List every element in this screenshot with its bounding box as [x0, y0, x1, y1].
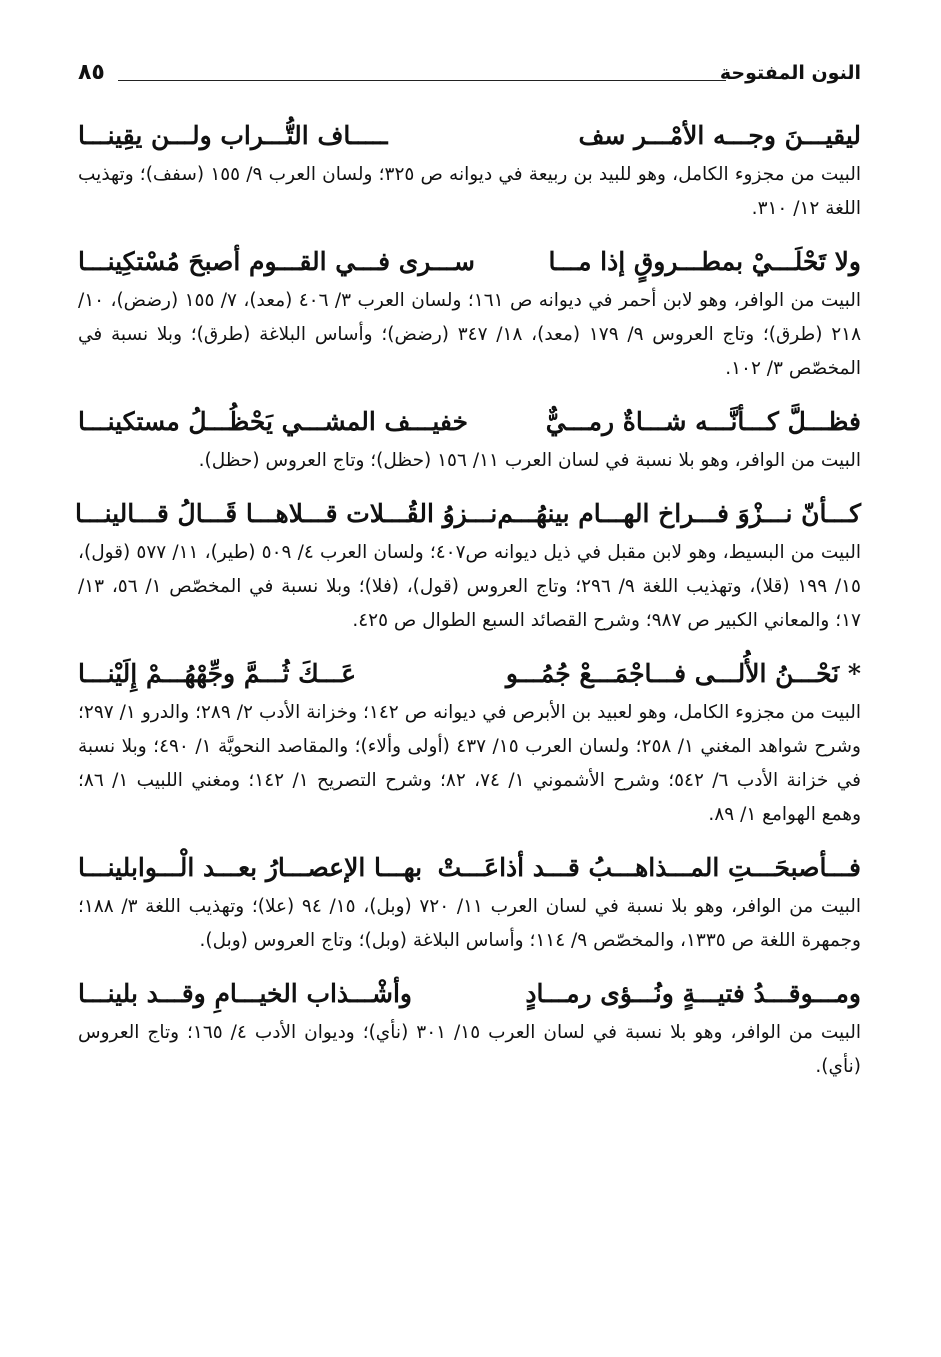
verse-citation: البيت من الوافر، وهو لابن أحمر في ديوانه ص ١٦١؛ ولسان العرب ٣/ ٤٠٦ (معد)، ٧/ ١٥٥ (رضض)، ١٠/ ٢١٨ (طرق)؛ وتاج العروس ٩/ ١٧٩ (معد)، ١٨/ ٣٤٧ (رضض)؛ وأساس البلاغة (طرق)؛ وبلا نسبة في المخصّص ٣/ ١٠٢.	[78, 290, 862, 379]
verse-citation: البيت من الوافر، وهو بلا نسبة في لسان العرب ١٥/ ٣٠١ (نأي)؛ وديوان الأدب ٤/ ١٦٥؛ وتاج العروس (نأي).	[78, 1022, 861, 1077]
verse-second-hemistich: عَـــكَ ثُـــمَّ وجِّهْهُـــمْ إِلَيْنـــا	[78, 659, 357, 688]
page-number: ٨٥	[78, 60, 105, 85]
header-rule	[118, 80, 726, 81]
verse-citation: البيت من مجزوء الكامل، وهو للبيد بن ربيعة في ديوانه ص ٣٢٥؛ ولسان العرب ٩/ ١٥٥ (سفف)؛ وتهذيب اللغة ١٢/ ٣١٠.	[78, 164, 861, 219]
verse-first-hemistich: كـــأنّ نـــزْوَ فـــراخ الهـــام بينهُـــم	[497, 499, 861, 528]
verse-first-hemistich: * نَحْـــنُ الأُلـــى فـــاجْمَـــعْ جُمُـــو	[505, 659, 861, 688]
verse-second-hemistich: بهـــا الإعصـــارُ بعـــد الْـــوابلينـــا	[78, 853, 423, 882]
verse-entry	[78, 652, 861, 832]
verse-first-hemistich: فـــأصبحَـــتِ المـــذاهـــبُ قـــد أذاعَـــتْ	[437, 853, 861, 882]
verse-second-hemistich: خفيـــف المشـــي يَحْظُـــلُ مستكينـــا	[78, 407, 468, 436]
page-header	[78, 60, 861, 100]
verse-first-hemistich: فظـــلَّ كـــأنَّـــه شـــاةٌ رمـــيٌّ	[545, 407, 861, 436]
verse-entry	[78, 846, 861, 958]
verse-line	[78, 114, 861, 158]
verse-line	[78, 240, 861, 284]
verse-entry	[78, 240, 861, 386]
verse-citation: البيت من الوافر، وهو بلا نسبة في لسان العرب ١١/ ٧٢٠ (وبل)، ١٥/ ٩٤ (علا)؛ وتهذيب اللغة ٣/ ١٨٨؛ وجمهرة اللغة ص ١٣٣٥، والمخصّص ٩/ ١١٤؛ وأساس البلاغة (وبل)؛ وتاج العروس (وبل).	[78, 896, 861, 951]
verse-second-hemistich: ـــــاف التُّـــراب ولـــن يقِينـــا	[78, 121, 388, 150]
verse-first-hemistich: ولا تَحْلَـــيْ بمطـــروقٍ إذا مـــا	[548, 247, 861, 276]
verse-line	[74, 492, 861, 536]
book-page	[74, 60, 862, 1317]
verse-entry	[78, 400, 861, 478]
verse-second-hemistich: ســـرى فـــي القـــوم أصبحَ مُسْتكِينـــا	[78, 247, 476, 276]
verse-entry	[78, 972, 861, 1084]
verse-citation: البيت من مجزوء الكامل، وهو لعبيد بن الأبرص في ديوانه ص ١٤٢؛ وخزانة الأدب ٢/ ٢٨٩؛ والدرو ١/ ٢٩٧؛ وشرح شواهد المغني ١/ ٢٥٨؛ ولسان العرب ١٥/ ٤٣٧ (أولى وألاء)؛ والمقاصد النحويَّة ١/ ٤٩٠؛ وبلا نسبة في خزانة الأدب ٦/ ٥٤٢؛ وشرح الأشموني ١/ ٧٤، ٨٢؛ وشرح التصريح ١/ ١٤٢؛ ومغني اللبيب ١/ ٨٦؛ وهمع الهوامع ١/ ٨٩.	[78, 702, 861, 825]
verse-entry	[78, 114, 861, 226]
verse-entry	[74, 492, 861, 638]
verse-first-hemistich: ومـــوقـــدُ فتيـــةٍ ونُـــؤى رمـــادٍ	[525, 979, 861, 1008]
verse-line	[78, 652, 861, 696]
verse-line	[78, 846, 861, 890]
verse-citation: البيت من الوافر، وهو بلا نسبة في لسان العرب ١١/ ١٥٦ (حظل)؛ وتاج العروس (حظل).	[198, 450, 861, 471]
running-title: النون المفتوحة	[719, 62, 861, 84]
verse-citation: البيت من البسيط، وهو لابن مقبل في ذيل ديوانه ص٤٠٧؛ ولسان العرب ٤/ ٥٠٩ (طير)، ١١/ ٥٧٧ (قول)، ١٥/ ١٩٩ (قلا)، وتهذيب اللغة ٩/ ٢٩٦؛ وتاج العروس (قول)، (فلا)؛ وبلا نسبة في المخصّص ١/ ٥٦، ١٣/ ١٧؛ والمعاني الكبير ص ٩٨٧؛ وشرح القصائد السبع الطوال ص ٤٢٥.	[78, 542, 861, 631]
verse-first-hemistich: ليقيـــنَ وجـــه الأمْـــر سف	[578, 121, 861, 150]
verse-second-hemistich: وأشْـــذاب الخيـــامِ وقـــد بلينـــا	[78, 979, 412, 1008]
verse-second-hemistich: نـــزوُ القُـــلات قـــلاهـــا قَـــالُ قـــالينـــا	[74, 499, 498, 528]
verse-line	[78, 400, 861, 444]
verse-line	[78, 972, 861, 1016]
